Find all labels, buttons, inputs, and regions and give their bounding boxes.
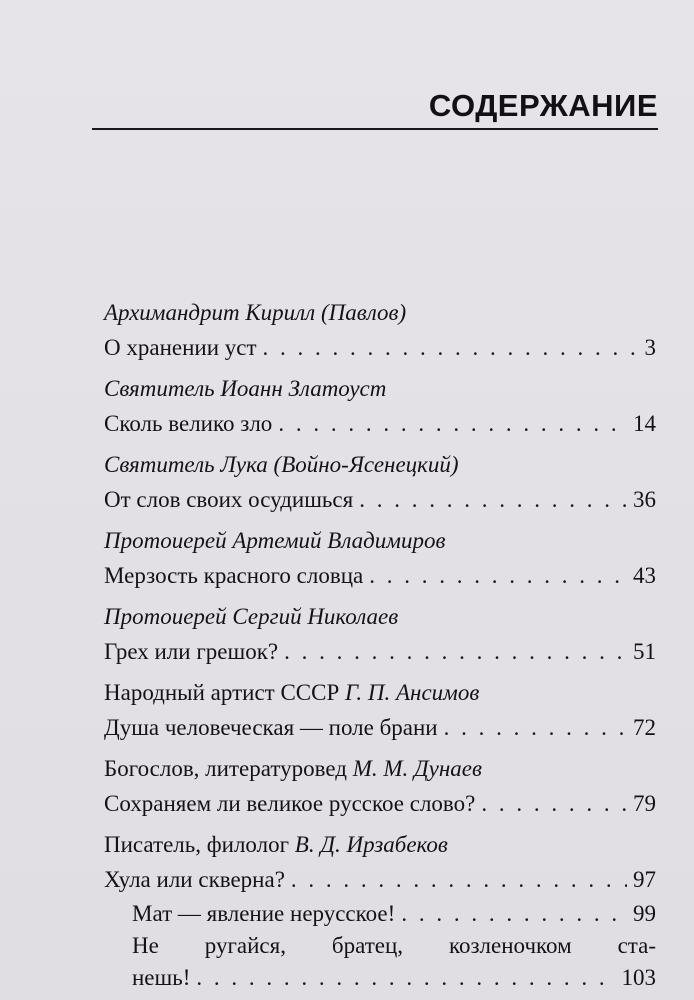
entry-page: 79 <box>633 791 656 816</box>
toc-group <box>104 296 656 366</box>
dot-leader <box>278 406 627 442</box>
entry-title: Сохраняем ли великое русское слово? <box>104 791 476 816</box>
author-name: Протоиерей Сергий Николаев <box>104 604 399 629</box>
toc-author <box>104 372 656 406</box>
toc-subentries <box>104 898 656 994</box>
subentry-title-line2: нешь! <box>132 965 191 990</box>
toc-subentry[interactable] <box>132 962 656 994</box>
entry-page: 43 <box>633 563 656 588</box>
toc-group <box>104 828 656 994</box>
subentry-page: 99 <box>633 901 656 926</box>
toc-entry[interactable] <box>104 406 656 442</box>
dot-leader <box>196 962 615 994</box>
entry-title: Сколь велико зло <box>104 411 273 436</box>
author-name: М. М. Дунаев <box>352 756 482 781</box>
entry-title: Грех или грешок? <box>104 639 279 664</box>
author-name: Святитель Иоанн Златоуст <box>104 376 387 401</box>
toc-entry[interactable] <box>104 330 656 366</box>
toc-entry[interactable] <box>104 634 656 670</box>
toc-entry[interactable] <box>104 710 656 746</box>
entry-page: 97 <box>633 867 656 892</box>
entry-title: Хула или скверна? <box>104 867 285 892</box>
author-prefix: Писатель, филолог <box>104 832 295 857</box>
dot-leader <box>481 786 627 822</box>
author-name: Г. П. Ансимов <box>345 680 480 705</box>
entry-title: От слов своих осудишься <box>104 487 354 512</box>
toc-entry[interactable] <box>104 558 656 594</box>
author-prefix: Народный артист СССР <box>104 680 346 705</box>
dot-leader <box>284 634 627 670</box>
author-name: В. Д. Ирзабеков <box>294 832 448 857</box>
dot-leader <box>359 482 627 518</box>
entry-page: 72 <box>633 715 656 740</box>
dot-leader <box>369 558 627 594</box>
toc-author <box>104 524 656 558</box>
toc-group <box>104 448 656 518</box>
entry-title: Мерзость красного словца <box>104 563 364 588</box>
toc-entry[interactable] <box>104 786 656 822</box>
toc-author <box>104 296 656 330</box>
heading-rule <box>92 128 658 130</box>
entry-title: Душа человеческая — поле брани <box>104 715 438 740</box>
entry-page: 51 <box>633 639 656 664</box>
author-prefix: Богослов, литературовед <box>104 756 353 781</box>
author-name: Архимандрит Кирилл (Павлов) <box>104 300 407 325</box>
author-name: Протоиерей Артемий Владимиров <box>104 528 446 553</box>
page-heading: СОДЕРЖАНИЕ <box>428 88 658 123</box>
entry-title: О хранении уст <box>104 335 257 360</box>
dot-leader <box>401 898 627 930</box>
toc-entry[interactable] <box>104 482 656 518</box>
toc-author <box>104 828 656 862</box>
dot-leader <box>444 710 627 746</box>
toc-group <box>104 524 656 594</box>
toc-group <box>104 752 656 822</box>
toc-author <box>104 676 656 710</box>
dot-leader <box>263 330 639 366</box>
toc-entry[interactable] <box>104 862 656 898</box>
dot-leader <box>291 862 627 898</box>
entry-page: 14 <box>633 411 656 436</box>
toc-group <box>104 676 656 746</box>
subentry-title-line1[interactable]: Не ругайся, братец, козленочком ста- <box>132 933 656 958</box>
toc-author <box>104 752 656 786</box>
toc-subentry[interactable] <box>132 898 656 930</box>
author-name: Святитель Лука (Войно-Ясенецкий) <box>104 452 459 477</box>
table-of-contents <box>104 296 656 1000</box>
entry-page: 3 <box>644 335 656 360</box>
toc-author <box>104 448 656 482</box>
subentry-title: Мат — явление нерусское! <box>132 901 396 926</box>
entry-page: 36 <box>633 487 656 512</box>
toc-group <box>104 372 656 442</box>
toc-author <box>104 600 656 634</box>
subentry-page: 103 <box>621 965 656 990</box>
toc-group <box>104 600 656 670</box>
